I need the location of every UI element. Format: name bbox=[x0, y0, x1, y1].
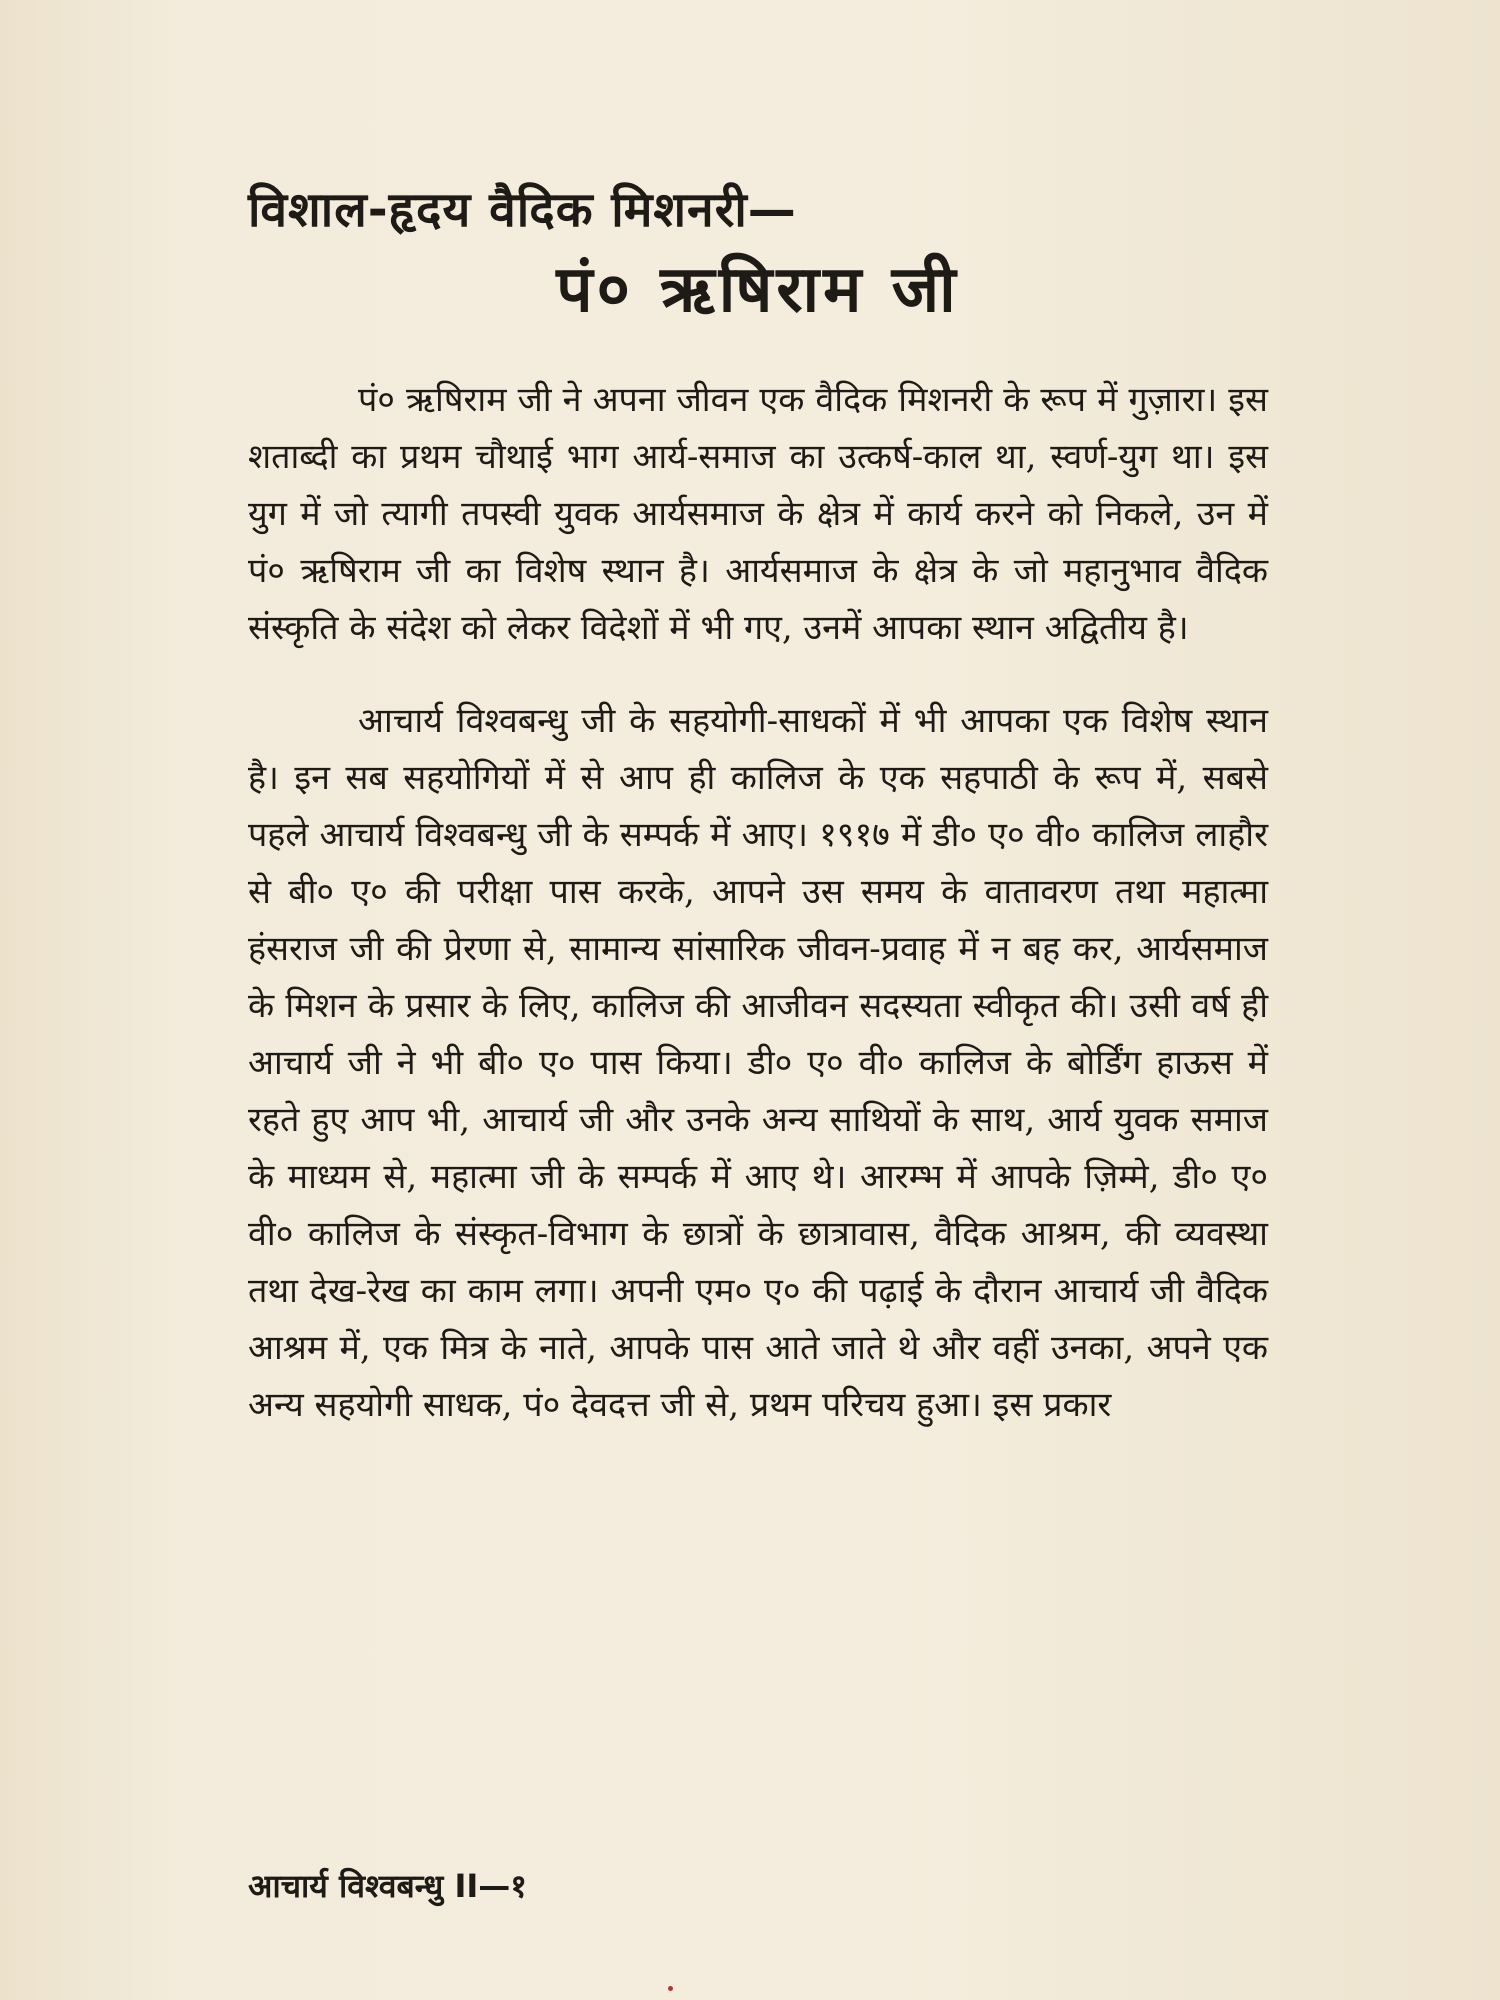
chapter-subtitle: विशाल-हृदय वैदिक मिशनरी— bbox=[248, 182, 797, 238]
ink-speck bbox=[668, 1986, 673, 1991]
page-footer-signature: आचार्य विश्वबन्धु II—१ bbox=[248, 1867, 527, 1905]
page-body bbox=[248, 178, 1268, 1434]
paragraph-2: आचार्य विश्वबन्धु जी के सहयोगी-साधकों में भी आपका एक विशेष स्थान है। इन सब सहयोगियों में से आप ही कालिज के एक सहपाठी के रूप में, सबसे पहले आचार्य विश्वबन्धु जी के सम्पर्क में आए। १९१७ में डी० ए० वी० कालिज लाहौर से बी० ए० की परीक्षा पास करके, आपने उस समय के वातावरण तथा महात्मा हंसराज जी की प्रेरणा से, सामान्य सांसारिक जीवन-प्रवाह में न बह कर, आर्यसमाज के मिशन के प्रसार के लिए, कालिज की आजीवन सदस्यता स्वीकृत की। उसी वर्ष ही आचार्य जी ने भी बी० ए० पास किया। डी० ए० वी० कालिज के बोर्डिंग हाऊस में रहते हुए आप भी, आचार्य जी और उनके अन्य साथियों के साथ, आर्य युवक समाज के माध्यम से, महात्मा जी के सम्पर्क में आए थे। आरम्भ में आपके ज़िम्मे, डी० ए० वी० कालिज के संस्कृत-विभाग के छात्रों के छात्रावास, वैदिक आश्रम, की व्यवस्था तथा देख-रेख का काम लगा। अपनी एम० ए० की पढ़ाई के दौरान आचार्य जी वैदिक आश्रम में, एक मित्र के नाते, आपके पास आते जाते थे और वहीं उनका, अपने एक अन्य सहयोगी साधक, पं० देवदत्त जी से, प्रथम परिचय हुआ। इस प्रकार bbox=[248, 701, 1268, 1425]
paragraph-1: पं० ऋषिराम जी ने अपना जीवन एक वैदिक मिशनरी के रूप में गुज़ारा। इस शताब्दी का प्रथम चौथाई भाग आर्य-समाज का उत्कर्ष-काल था, स्वर्ण-युग था। इस युग में जो त्यागी तपस्वी युवक आर्यसमाज के क्षेत्र में कार्य करने को निकले, उन में पं० ऋषिराम जी का विशेष स्थान है। आर्यसमाज के क्षेत्र के जो महानुभाव वैदिक संस्कृति के संदेश को लेकर विदेशों में भी गए, उनमें आपका स्थान अद्वितीय है। bbox=[248, 380, 1268, 648]
chapter-title: पं० ऋषिराम जी bbox=[556, 253, 960, 327]
